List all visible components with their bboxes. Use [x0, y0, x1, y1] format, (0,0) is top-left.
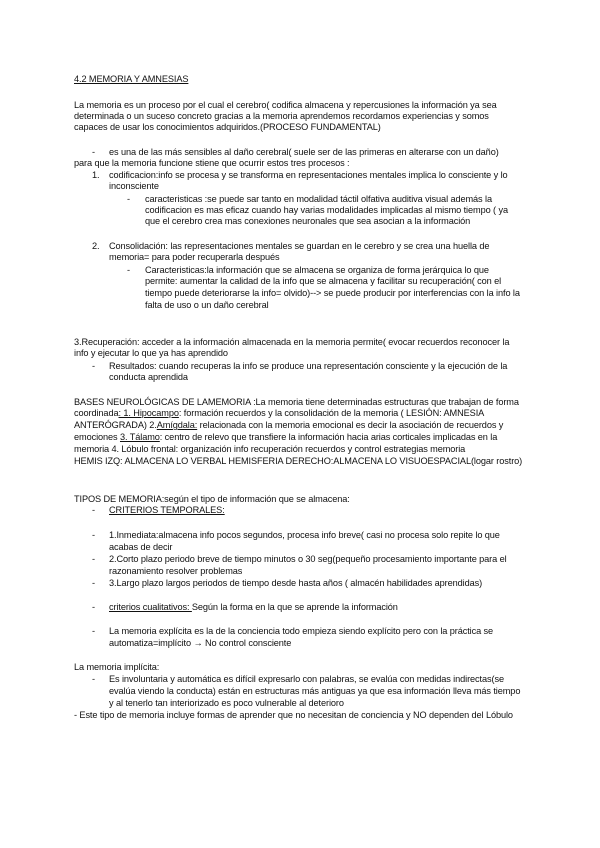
- paragraph-line: info y ejecutar lo que ya has aprendido: [74, 348, 228, 358]
- paragraph-line: para que la memoria funcione stiene que ocurrir estos tres procesos :: [74, 158, 350, 168]
- paragraph-line: memoria 4. Lóbulo frontal: organización info recuperación recuerdos y control estrategias memoria: [74, 444, 466, 454]
- list-item-line: memoria= para poder recuperarla después: [109, 252, 280, 262]
- talamo-term: 3. Tálamo: [119, 432, 160, 442]
- bullet-dash: -: [92, 554, 95, 564]
- sub-item-line: caracteristicas :se puede sar tanto en modalidad táctil olfativa auditiva visual además la: [145, 194, 492, 204]
- sub-item-line: Caracteristicas:la información que se almacena se organiza de forma jerárquica lo que: [145, 265, 489, 275]
- paragraph-line: La memoria implícita:: [74, 662, 160, 672]
- list-item-line: Consolidación: las representaciones mentales se guardan en le cerebro y se crea una huella de: [109, 241, 490, 251]
- paragraph-line: 3.Recuperación: acceder a la información almacenada en la memoria permite( evocar recuerdos reconocer la: [74, 337, 510, 347]
- list-item-line: evalúa viendo la conducta) están en estructuras más antiguas ya que esa información lleva más tiempo: [109, 686, 521, 696]
- section-heading: 4.2 MEMORIA Y AMNESIAS: [74, 74, 189, 84]
- text-run: ANTERÓGRADA) 2.: [74, 420, 157, 430]
- sub-item-line: Resultados: cuando recuperas la info se produce una representación consciente y la ejecución de la: [109, 361, 508, 371]
- list-item-line: automatiza=implícito → No control consciente: [109, 638, 292, 648]
- intro-line: La memoria es un proceso por el cual el cerebro( codifica almacena y repercusiones la información ya sea: [74, 100, 497, 110]
- amigdala-term: Amígdala:: [156, 420, 198, 430]
- text-run: relacionada con la memoria emocional es decir la asociación de recuerdos y: [197, 420, 504, 430]
- list-item-line: 1.Inmediata:almacena info pocos segundos, procesa info breve( casi no procesa solo repite lo que: [109, 530, 500, 540]
- text-run: coordinada: [74, 408, 119, 418]
- sub-item-line: permite: aumentar la calidad de la info que se almacena y facilitar su recuperación( con el: [145, 276, 502, 286]
- text-run: : centro de relevo que transfiere la información hacia arias corticales implicadas en la: [159, 432, 498, 442]
- sub-item-line: codificacion es mas eficaz cuando hay varias modalidades implicadas al mismo tiempo ( ya: [145, 205, 508, 215]
- sub-item-line: falta de uso o un daño cerebral: [145, 300, 269, 310]
- list-item-line: 2.Corto plazo periodo breve de tiempo minutos o 30 seg(pequeño procesamiento importante para el: [109, 554, 507, 564]
- list-item-line: y al tenerlo tan interiorizado es poco vulnerable al deterioro: [109, 698, 344, 708]
- list-number: 1.: [92, 170, 100, 180]
- bullet-dash: -: [92, 147, 95, 157]
- list-item-line: [109, 602, 398, 613]
- paragraph-line: es una de las más sensibles al daño cerebral( suele ser de las primeras en alterarse con un daño): [109, 147, 499, 157]
- bullet-dash: -: [92, 626, 95, 636]
- sub-item-line: que el cerebro crea mas conexiones neuronales que sea asocian a la información: [145, 216, 471, 226]
- list-item-line: codificacion:info se procesa y se transforma en representaciones mentales implica lo consciente y lo: [109, 170, 508, 180]
- sub-item-line: tiempo puede deteriorarse la info= olvido)--> se puede producir por interferencias con la info la: [145, 288, 520, 298]
- hipocampo-term: : 1. Hipocampo: [118, 408, 179, 418]
- criterios-temporales-heading: CRITERIOS TEMPORALES:: [109, 505, 225, 515]
- sub-item-line: conducta aprendida: [109, 372, 188, 382]
- bullet-dash: -: [92, 361, 95, 371]
- bullet-dash: -: [92, 578, 95, 588]
- paragraph-line: [74, 432, 497, 443]
- paragraph-line: - Este tipo de memoria incluye formas de aprender que no necesitan de conciencia y NO dependen del Lóbulo: [74, 710, 513, 720]
- list-number: 2.: [92, 241, 100, 251]
- text-run: emociones: [74, 432, 120, 442]
- list-item-line: inconsciente: [109, 181, 159, 191]
- list-item-line: razonamiento resolver problemas: [109, 566, 243, 576]
- bullet-dash: -: [92, 530, 95, 540]
- bullet-dash: -: [92, 674, 95, 684]
- paragraph-line: [74, 408, 484, 419]
- list-item-line: Es involuntaria y automática es difícil expresarlo con palabras, se evalúa con medidas indirectas(se: [109, 674, 504, 684]
- paragraph-line: BASES NEUROLÓGICAS DE LAMEMORIA :La memoria tiene determinadas estructuras que trabajan de forma: [74, 397, 519, 407]
- paragraph-line: [74, 420, 503, 431]
- paragraph-line: TIPOS DE MEMORIA:según el tipo de información que se almacena:: [74, 494, 350, 504]
- list-item-line: La memoria explícita es la de la conciencia todo empieza siendo explícito pero con la práctica se: [109, 626, 494, 636]
- list-item-line: acabas de decir: [109, 542, 173, 552]
- criterios-cualitativos-term: criterios cualitativos:: [109, 602, 192, 612]
- bullet-dash: -: [92, 602, 95, 612]
- bullet-dash: -: [92, 505, 95, 515]
- intro-line: capaces de usar los conocimientos adquiridos.(PROCESO FUNDAMENTAL): [74, 122, 381, 132]
- intro-line: determinada o un suceso concreto gracias a la memoria aprendemos recordamos experiencias y somos: [74, 111, 489, 121]
- paragraph-line: HEMIS IZQ: ALMACENA LO VERBAL HEMISFERIA DERECHO:ALMACENA LO VISUOESPACIAL(logar rostro): [74, 456, 523, 466]
- list-item-line: 3.Largo plazo largos periodos de tiempo desde hasta años ( almacén habilidades aprendidas): [109, 578, 483, 588]
- text-run: Según la forma en la que se aprende la información: [191, 602, 398, 612]
- bullet-dash: -: [127, 265, 130, 275]
- bullet-dash: -: [127, 194, 130, 204]
- text-run: : formación recuerdos y la consolidación de la memoria ( LESIÓN: AMNESIA: [178, 408, 485, 418]
